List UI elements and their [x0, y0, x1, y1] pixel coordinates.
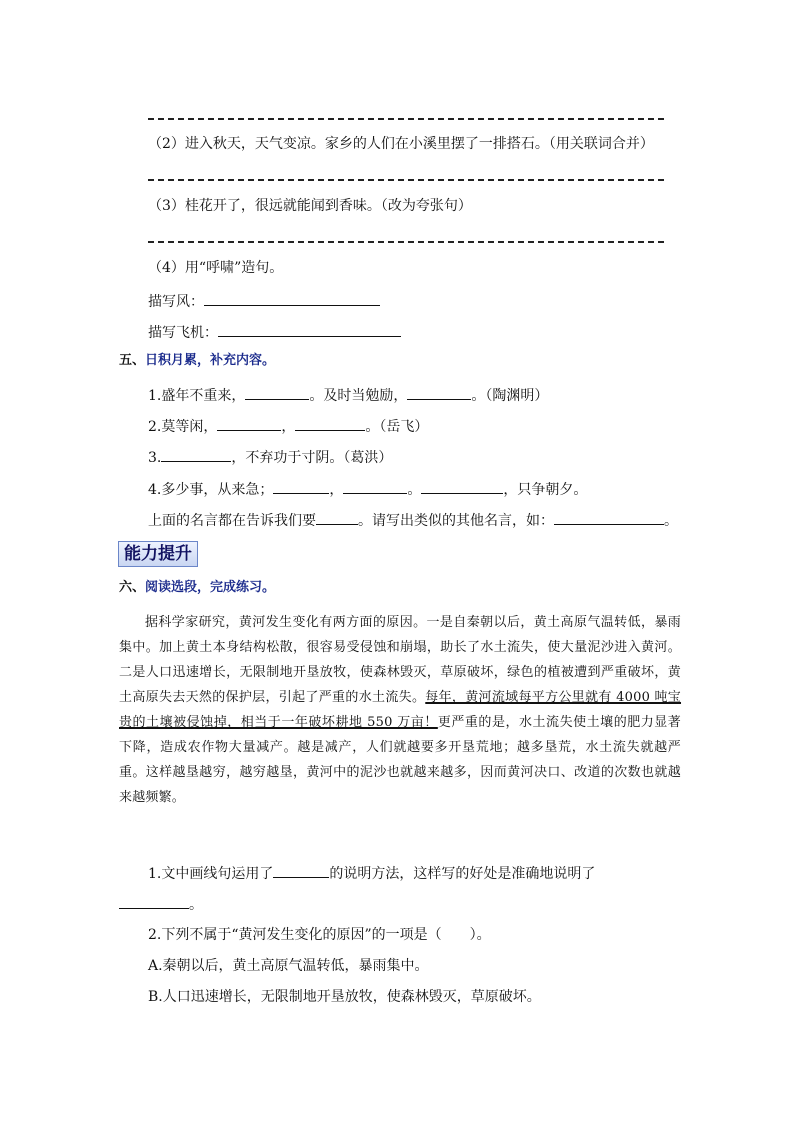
quote-4-part-c: 。	[407, 482, 422, 498]
summary-part-b: 。请写出类似的其他名言，如：	[358, 513, 554, 529]
reading-q1-part-b: 的说明方法，这样写的好处是准确地说明了	[329, 866, 596, 882]
reading-q1-blank-1[interactable]	[273, 862, 329, 878]
quote-4-part-d: ，只争朝夕。	[503, 482, 588, 498]
quote-2-blank-1[interactable]	[217, 415, 281, 431]
quote-2-part-a: 2.莫等闲，	[148, 419, 218, 435]
reading-q2-option-a: A.秦朝以后，黄土高原气温转低，暴雨集中。	[148, 958, 429, 974]
quote-2-blank-2[interactable]	[295, 415, 365, 431]
quote-4-blank-1[interactable]	[273, 478, 329, 494]
answer-line-3[interactable]	[148, 241, 664, 243]
ability-improvement-badge: 能力提升	[118, 541, 198, 567]
section-6-title: 阅读选段，完成练习。	[145, 580, 276, 595]
quote-3-part-b: ，不弃功于寸阴。（葛洪）	[231, 450, 393, 466]
q4-item-3: （3）桂花开了，很远就能闻到香味。（改为夸张句）	[148, 198, 472, 214]
describe-wind	[148, 290, 380, 312]
summary-blank-1[interactable]	[316, 509, 358, 525]
quote-4-part-a: 4.多少事，从来急；	[148, 482, 274, 498]
quote-4-blank-2[interactable]	[343, 478, 407, 494]
q4-item-4: （4）用“呼啸”造句。	[148, 260, 284, 276]
describe-plane-blank[interactable]	[218, 321, 401, 337]
summary-part-a: 上面的名言都在告诉我们要	[148, 513, 316, 529]
q4-item-2: （2）进入秋天，天气变凉。家乡的人们在小溪里摆了一排搭石。（用关联词合并）	[148, 136, 654, 152]
describe-wind-blank[interactable]	[204, 290, 380, 306]
answer-line-1[interactable]	[148, 118, 664, 120]
summary-blank-2[interactable]	[554, 509, 664, 525]
describe-plane	[148, 321, 401, 343]
section-5-title: 日积月累，补充内容。	[145, 353, 276, 368]
quote-1-part-b: 。及时当勉励，	[309, 388, 408, 404]
quote-summary	[148, 509, 678, 531]
quote-1-blank-1[interactable]	[245, 384, 309, 400]
quote-1-part-a: 1.盛年不重来，	[148, 388, 246, 404]
reading-q1-part-a: 1.文中画线句运用了	[148, 866, 274, 882]
reading-q2-option-b: B.人口迅速增长，无限制地开垦放牧，使森林毁灭，草原破坏。	[148, 989, 541, 1005]
reading-q1-part-c: 。	[189, 897, 203, 913]
section-6-heading	[119, 578, 275, 598]
quote-item-2	[148, 415, 428, 437]
passage-paragraph	[119, 610, 681, 810]
quote-1-blank-2[interactable]	[407, 384, 471, 400]
quote-item-4	[148, 478, 587, 500]
reading-q1	[148, 862, 595, 884]
passage-text-after: 更严重的是，水土流失使土壤的肥力显著下降，造成农作物大量减产。越是减产，人们就越要多开垦荒地；越多垦荒，水土流失就越严重。这样越垦越穷，越穷越垦，黄河中的泥沙也就越来越多，因而黄河决口、改道的次数也就越来越频繁。	[119, 715, 681, 805]
passage-underlined-sentence: 每年，黄河流域每平方公里就有 4000 吨宝贵的土壤被侵蚀掉，相当于一年破坏耕地 550 万亩！	[119, 690, 682, 730]
quote-4-blank-3[interactable]	[421, 478, 503, 494]
section-5-number: 五、	[119, 353, 146, 368]
quote-item-1	[148, 384, 548, 406]
describe-plane-label: 描写飞机：	[148, 325, 218, 341]
section-6-number: 六、	[119, 580, 146, 595]
quote-item-3	[148, 446, 392, 468]
summary-part-c: 。	[664, 513, 678, 529]
reading-q1-blank-2[interactable]	[119, 893, 189, 909]
quote-2-part-c: 。（岳飞）	[365, 419, 429, 435]
quote-3-part-a: 3.	[148, 450, 162, 466]
quote-2-part-b: ，	[281, 419, 296, 435]
describe-wind-label: 描写风：	[148, 294, 204, 310]
section-5-heading	[119, 351, 275, 371]
quote-4-part-b: ，	[329, 482, 344, 498]
reading-passage	[119, 610, 681, 810]
quote-3-blank-1[interactable]	[161, 446, 231, 462]
quote-1-part-c: 。（陶渊明）	[471, 388, 549, 404]
answer-line-2[interactable]	[148, 179, 664, 181]
reading-q1-continued	[119, 893, 203, 915]
passage-text-before: 据科学家研究，黄河发生变化有两方面的原因。一是自秦朝以后，黄土高原气温转低，暴雨集中。加上黄土本身结构松散，很容易受侵蚀和崩塌，助长了水土流失，使大量泥沙进入黄河。二是人口迅速增长，无限制地开垦放牧，使森林毁灭，草原破坏，绿色的植被遭到严重破坏，黄土高原失去天然的保护层，引起了严重的水土流失。	[119, 615, 681, 705]
reading-q2: 2.下列不属于“黄河发生变化的原因”的一项是（ ）。	[148, 927, 491, 943]
